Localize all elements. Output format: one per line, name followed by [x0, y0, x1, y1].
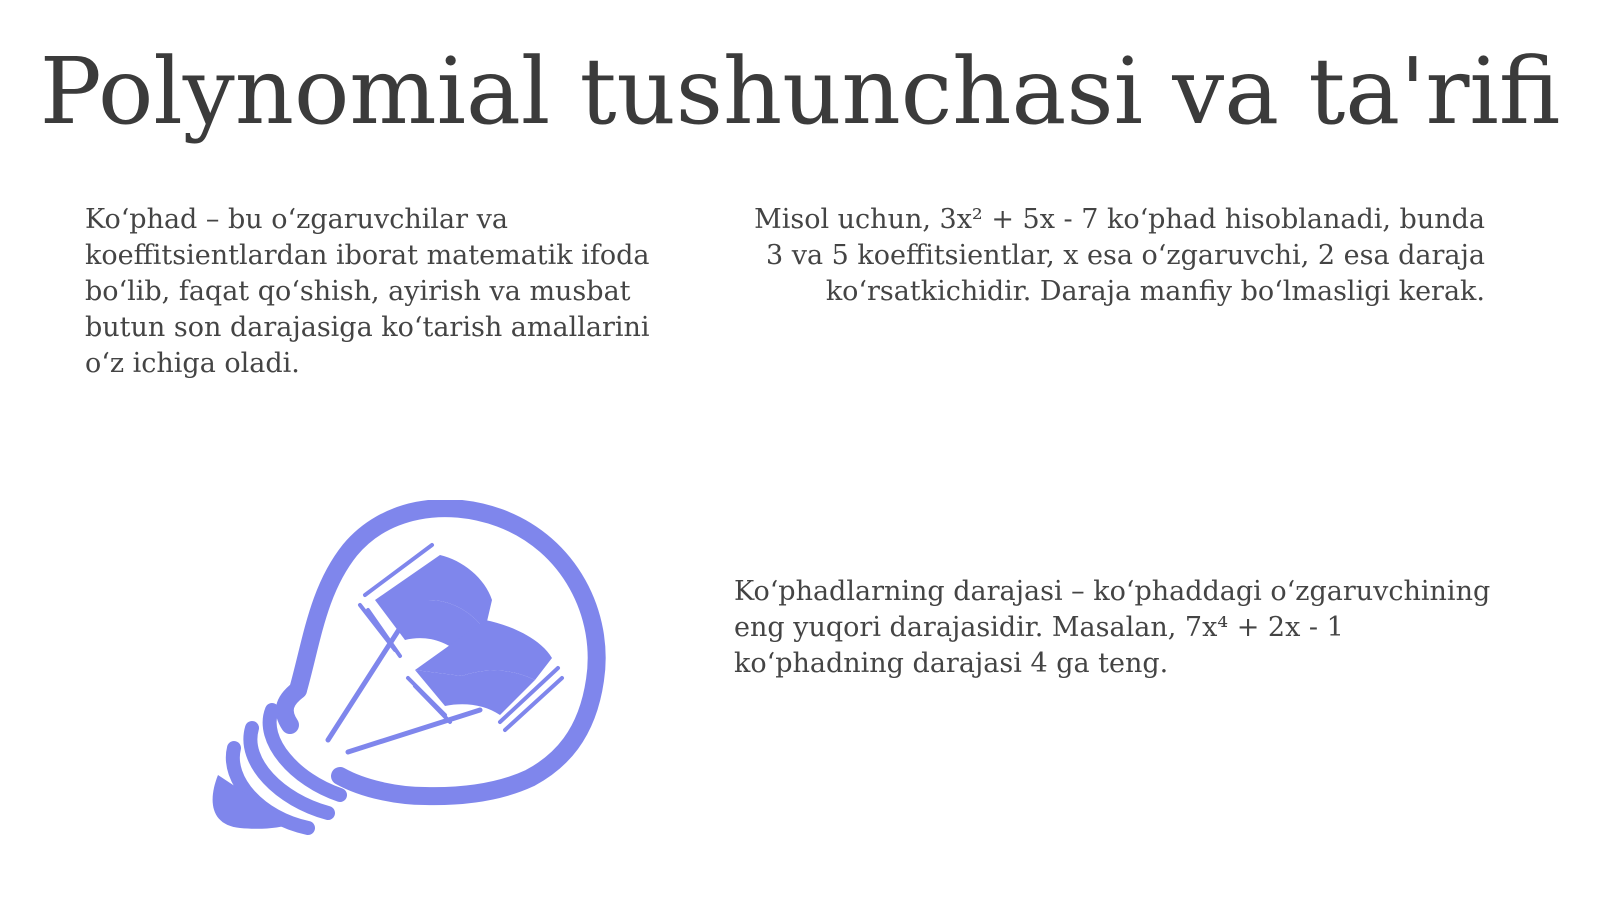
slide-title: Polynomial tushunchasi va ta'rifi [39, 38, 1561, 145]
lightbulb-book-icon [200, 500, 620, 850]
example-paragraph: Misol uchun, 3x² + 5x - 7 koʻphad hisoblanadi, bunda 3 va 5 koeffitsientlar, x esa oʻzgaruvchi, 2 esa daraja koʻrsatkichidir. Daraja manfiy boʻlmasligi kerak. [754, 204, 1485, 307]
definition-paragraph: Koʻphad – bu oʻzgaruvchilar va koeffitsientlardan iborat matematik ifoda boʻlib, faqat qoʻshish, ayirish va musbat butun son darajasiga koʻtarish amallarini oʻz ichiga oladi. [85, 204, 650, 379]
degree-paragraph: Koʻphadlarning darajasi – koʻphaddagi oʻzgaruvchining eng yuqori darajasidir. Masalan, 7x⁴ + 2x - 1 koʻphadning darajasi 4 ga teng. [734, 576, 1491, 679]
